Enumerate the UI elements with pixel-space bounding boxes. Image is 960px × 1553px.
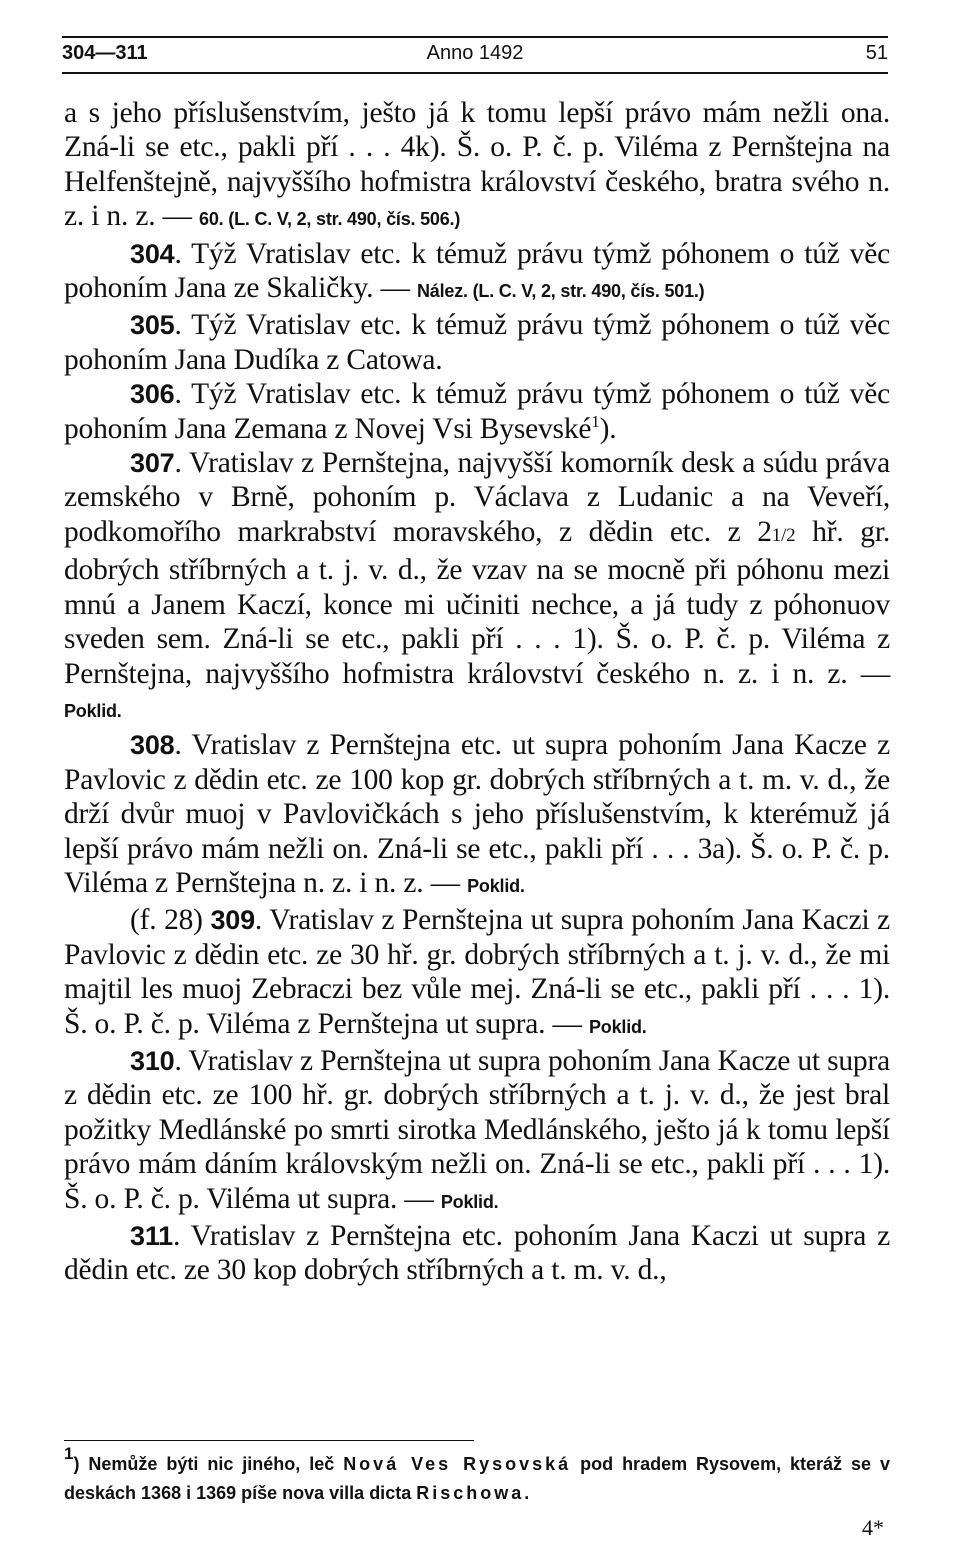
source-ref: Poklid. (588, 1016, 647, 1037)
text: . Týž Vratislav etc. k témuž právu týmž póhonem o túž věc pohoním Jana ze Skaličky. — (64, 237, 890, 305)
text: . Vratislav z Pernštejna etc. pohoním Jana Kaczi ut supra z dědin etc. ze 30 kop dobrých stříbrných a t. m. v. d., (64, 1220, 890, 1287)
footnote-divider (64, 1440, 474, 1441)
header-range: 304—311 (62, 42, 148, 64)
body-text (64, 96, 890, 1288)
text: ). (599, 412, 617, 445)
source-ref: Poklid. (64, 700, 122, 721)
entry-number: 308 (130, 730, 175, 761)
text: . Vratislav z Pernštejna, najvyšší komorník desk a súdu práva zemského v Brně, pohoním p. Václava z Ludanic a na Veveří, podkomořího markrabství moravského, z dědin etc. z 2 (64, 447, 890, 548)
text: pod hradem Rysovem, kteráž se v deskách 1368 i 1369 píše nova villa dicta (64, 1454, 890, 1503)
text: . Vratislav z Pernštejna ut supra pohoním Jana Kaczi z Pavlovic z dědin etc. ze 30 hř. gr. dobrých stříbrných a t. j. v. d., že mi majtil les muoj Zebraczi bez vůle mej. Zná-li se etc., pakli pří . . . 1). Š. o. P. č. p. Viléma z Pernštejna ut supra. — (64, 904, 890, 1040)
text: . Vratislav z Pernštejna etc. ut supra pohoním Jana Kacze z Pavlovic z dědin etc. ze 100 kop gr. dobrých stříbrných a t. m. v. d., že drží dvůr muoj v Pavlovičkách s jeho příslušenstvím, k kterémuž já lepší právo mám nežli on. Zná-li se etc., pakli pří . . . 3a). Š. o. P. č. p. Viléma z Pernštejna n. z. i n. z. — (64, 729, 890, 899)
entry-310 (64, 1044, 890, 1219)
source-ref: 60. (L. C. V, 2, str. 490, čís. 506.) (199, 209, 461, 230)
entry-number: 305 (130, 310, 175, 341)
spaced-text: Nová Ves Rysovská (343, 1454, 572, 1474)
source-ref: Poklid. (467, 875, 525, 896)
text: hř. gr. dobrých stříbrných a t. j. v. d., že vzav na se mocně při póhonu mezi mnú a Janem Kaczí, konce mi učiniti nechce, a já tudy z póhonuov sveden sem. Zná-li se etc., pakli pří . . . 1). Š. o. P. č. p. Viléma z Pernštejna, najvyššího hofmistra království českého n. z. i n. z. — (64, 515, 890, 690)
page-number: 51 (865, 42, 888, 64)
text: . Týž Vratislav etc. k témuž právu týmž póhonem o túž věc pohoním Jana Dudíka z Catowa. (64, 309, 890, 376)
running-header (62, 36, 888, 74)
text: . Týž Vratislav etc. k témuž právu týmž póhonem o túž věc pohoním Jana Zemana z Novej Vsi Bysevské (64, 378, 890, 445)
folio-ref: (f. 28) (130, 904, 211, 937)
signature-mark: 4* (862, 1515, 884, 1540)
header-title: Anno 1492 (426, 42, 524, 64)
entry-304 (64, 237, 890, 309)
entry-307 (64, 446, 890, 728)
footnote-marker: 1 (64, 1444, 74, 1463)
entry-number: 307 (130, 448, 175, 479)
text: a s jeho příslušenstvím, ješto já k tomu lepší právo mám nežli ona. Zná-li se etc., pakli pří . . . 4k). Š. o. P. č. p. Viléma z Pernštejna na Helfenštejně, najvyššího hofmistra království českého, bratra svého n. z. i n. z. — (64, 97, 890, 233)
entry-308 (64, 728, 890, 903)
entry-number: 311 (130, 1221, 173, 1251)
entry-number: 310 (130, 1045, 175, 1076)
entry-305 (64, 308, 890, 377)
source-ref: Poklid. (440, 1191, 499, 1212)
entry-311 (64, 1219, 890, 1288)
footnote-marker: 1 (591, 411, 600, 431)
text: . Vratislav z Pernštejna ut supra pohoním Jana Kacze ut supra z dědin etc. ze 100 hř. gr. dobrých stříbrných a t. j. v. d., že jest bral požitky Medlánské po smrti sirotka Medlánského, ješto já k tomu lepší právo mám dáním královským nežli on. Zná-li se etc., pakli pří . . . 1). Š. o. P. č. p. Viléma ut supra. — (64, 1044, 890, 1215)
entry-309 (64, 903, 890, 1044)
entry-number: 304 (130, 238, 175, 269)
text: ) Nemůže býti nic jiného, leč (73, 1454, 344, 1474)
spaced-text: Rischowa (416, 1483, 525, 1503)
footnote (64, 1444, 890, 1508)
text: . (524, 1483, 530, 1503)
entry-number: 306 (130, 379, 175, 410)
entry-306 (64, 377, 890, 446)
paragraph-continued (64, 96, 890, 237)
fraction: 1/2 (771, 524, 796, 546)
entry-number: 309 (210, 905, 255, 936)
source-ref: Nález. (L. C. V, 2, str. 490, čís. 501.) (416, 281, 705, 302)
